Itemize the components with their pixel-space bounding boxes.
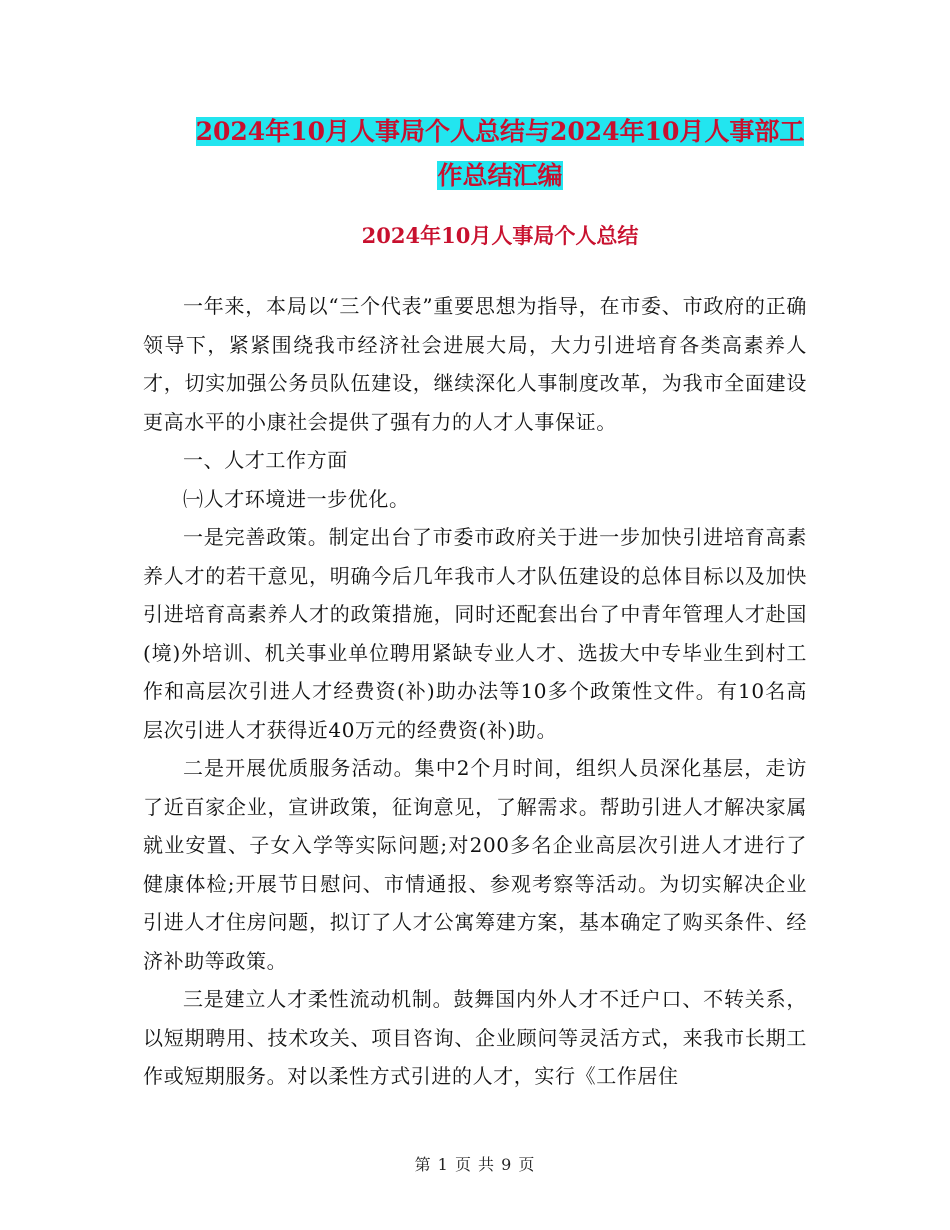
heading-talent-work: 一、人才工作方面 — [183, 448, 348, 472]
document-title-line2: 作总结汇编 — [437, 161, 563, 190]
document-body — [143, 287, 807, 1096]
paragraph-intro: 一年来，本局以“三个代表”重要思想为指导，在市委、市政府的正确领导下，紧紧围绕我市经济社会进展大局，大力引进培育各类高素养人才，切实加强公务员队伍建设，继续深化人事制度改革，为我市全面建设更高水平的小康社会提供了强有力的人才人事保证。 — [143, 294, 807, 434]
paragraph-flexible-mechanism: 三是建立人才柔性流动机制。鼓舞国内外人才不迁户口、不转关系，以短期聘用、技术攻关、项目咨询、企业顾问等灵活方式，来我市长期工作或短期服务。对以柔性方式引进的人才，实行《工作居住 — [143, 987, 807, 1088]
document-title — [140, 110, 860, 198]
paragraph-service: 二是开展优质服务活动。集中2个月时间，组织人员深化基层，走访了近百家企业，宣讲政策，征询意见，了解需求。帮助引进人才解决家属就业安置、子女入学等实际问题;对200多名企业高层次引进人才进行了健康体检;开展节日慰问、市情通报、参观考察等活动。为切实解决企业引进人才住房问题，拟订了人才公寓筹建方案，基本确定了购买条件、经济补助等政策。 — [143, 756, 807, 973]
section-title: 2024年10月人事局个人总结 — [361, 223, 639, 248]
subheading-environment: ㈠人才环境进一步优化。 — [183, 486, 410, 511]
page-number-footer: 第 1 页 共 9 页 — [414, 1155, 536, 1174]
document-title-line1: 2024年10月人事局个人总结与2024年10月人事部工 — [195, 117, 805, 146]
paragraph-policy: 一是完善政策。制定出台了市委市政府关于进一步加快引进培育高素养人才的若干意见，明确今后几年我市人才队伍建设的总体目标以及加快引进培育高素养人才的政策措施，同时还配套出台了中青年管理人才赴国(境)外培训、机关事业单位聘用紧缺专业人才、选拔大中专毕业生到村工作和高层次引进人才经费资(补)助办法等10多个政策性文件。有10名高层次引进人才获得近40万元的经费资(补)助。 — [143, 525, 807, 742]
